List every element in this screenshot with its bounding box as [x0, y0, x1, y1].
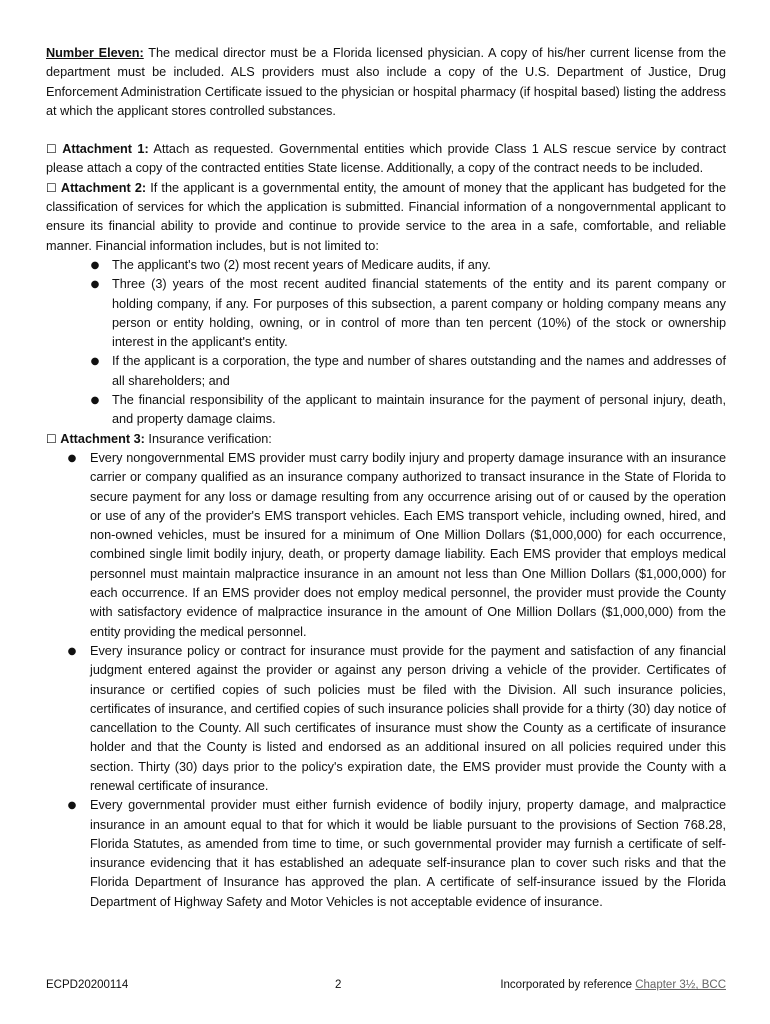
paragraph-spacer [46, 121, 726, 140]
list-item: ● Every governmental provider must either furnish evidence of bodily injury, property damage, and malpractice insurance in an amount equal to that for which it would be liable pursuant to the provisions of Section 768.28, Florida Statutes, as amended from time to time, or such governmental provider may furnish a certificate of self-insurance evidencing that it has established an adequate self-insurance plan to cover such risks and that the Florida Department of Insurance has approved the plan. A certificate of self-insurance issued by the Florida Department of Highway Safety and Motor Vehicles is not acceptable evidence of insurance. [67, 798, 726, 909]
bullet-icon: ● [67, 645, 77, 657]
list-item: ● The applicant's two (2) most recent years of Medicare audits, if any. [46, 256, 726, 275]
attachment-3-heading: Attachment 3: [60, 431, 145, 446]
number-eleven-paragraph [46, 44, 726, 121]
list-item: ● Every nongovernmental EMS provider must carry bodily injury and property damage insurance with an insurance carrier or company qualified as an insurance company authorized to transact insurance in the State of Florida to secure payment for any loss or damage resulting from any occurrence arising out of or caused by the operation or use of any of the provider's EMS transport vehicles. Each EMS transport vehicle, including owned, hired, and non-owned vehicles, must be insured for a minimum of One Million Dollars ($1,000,000) for each occurrence, combined single limit bodily injury, death, or property damage liability. Each EMS provider that employs medical personnel must maintain malpractice insurance in an amount not less than One Million Dollars ($1,000,000) for each occurrence. If an EMS provider does not employ medical personnel, the provider must provide the County with satisfactory evidence of malpractice insurance in the amount of One Million Dollars ($1,000,000) from the entity providing the medical personnel. [67, 450, 726, 639]
reference-note [500, 979, 726, 991]
list-item: ● If the applicant is a corporation, the type and number of shares outstanding and the names and addresses of all shareholders; and [90, 354, 726, 388]
page-footer [46, 979, 726, 999]
document-id: ECPD20200114 [46, 979, 129, 991]
list-item: ● Every insurance policy or contract for insurance must provide for the payment and satisfaction of any financial judgment entered against the provider or against any person driving a vehicle of the provider. Certificates of insurance or certified copies of such policies must be filed with the Division. All such insurance policies, certificates of insurance, and certified copies of such insurance policies shall provide for a thirty (30) day notice of cancellation to the County. All such certificates of insurance must show the County as a certificate of insurance holder and that the County is listed and endorsed as an additional insured on all policies required under this section. Thirty (30) days prior to the policy's expiration date, the EMS provider must provide the County with a renewal certificate of insurance. [67, 643, 726, 793]
list-item: ● The financial responsibility of the applicant to maintain insurance for the payment of personal injury, death, and property damage claims. [90, 393, 726, 427]
attachment-2-checkbox[interactable]: ☐ [46, 180, 57, 195]
bullet-icon: ● [90, 395, 100, 407]
attachment-3-text: Insurance verification: [144, 431, 272, 446]
chapter-reference-link[interactable]: Chapter 3½, BCC [635, 979, 726, 991]
attachment-3-paragraph [46, 430, 726, 449]
attachment-2-heading: Attachment 2: [60, 180, 147, 195]
attachment-2-paragraph [46, 179, 726, 256]
document-body [46, 44, 726, 912]
bullet-icon: ● [90, 279, 100, 291]
attachment-1-text: Attach as requested. Governmental entities which provide Class 1 ALS rescue service by contract please attach a copy of the contracted entities State license. Additionally, a copy of the contract needs to be included. [46, 142, 726, 176]
attachment-3-list [46, 449, 726, 912]
page-number: 2 [335, 979, 342, 991]
number-eleven-heading: Number Eleven: [46, 46, 144, 60]
attachment-3-checkbox[interactable]: ☐ [46, 431, 57, 446]
attachment-2-text: If the applicant is a governmental entity, the amount of money that the applicant has budgeted for the classification of services for which the application is submitted. Financial information of a nongovernmental applicant to ensure its financial ability to provide and continue to provide service to the area in a safe, comfortable, and reliable manner. Financial information includes, but is not limited to: [46, 180, 726, 253]
bullet-icon: ● [90, 356, 100, 368]
bullet-icon: ● [67, 800, 77, 812]
attachment-1-heading: Attachment 1: [62, 142, 149, 157]
attachment-2-list [46, 256, 726, 430]
bullet-icon: ● [67, 452, 77, 464]
reference-prefix: Incorporated by reference [500, 979, 636, 991]
number-eleven-text: The medical director must be a Florida licensed physician. A copy of his/her current license from the department must be included. ALS providers must also include a copy of the U.S. Department of Justice, Drug Enforcement Administration Certificate issued to the physician or hospital pharmacy (if hospital based) listing the address at which the applicant stores controlled substances. [46, 46, 727, 118]
list-item: ● Three (3) years of the most recent audited financial statements of the entity and its parent company or holding company, if any. For purposes of this subsection, a parent company or holding company means any person or entity holding, owning, or in control of more than ten percent (10%) of the stock or ownership interest in the applicant's entity. [90, 277, 726, 350]
bullet-icon: ● [90, 259, 100, 271]
attachment-1-checkbox[interactable]: ☐ [46, 142, 57, 157]
attachment-1-paragraph [46, 140, 726, 179]
